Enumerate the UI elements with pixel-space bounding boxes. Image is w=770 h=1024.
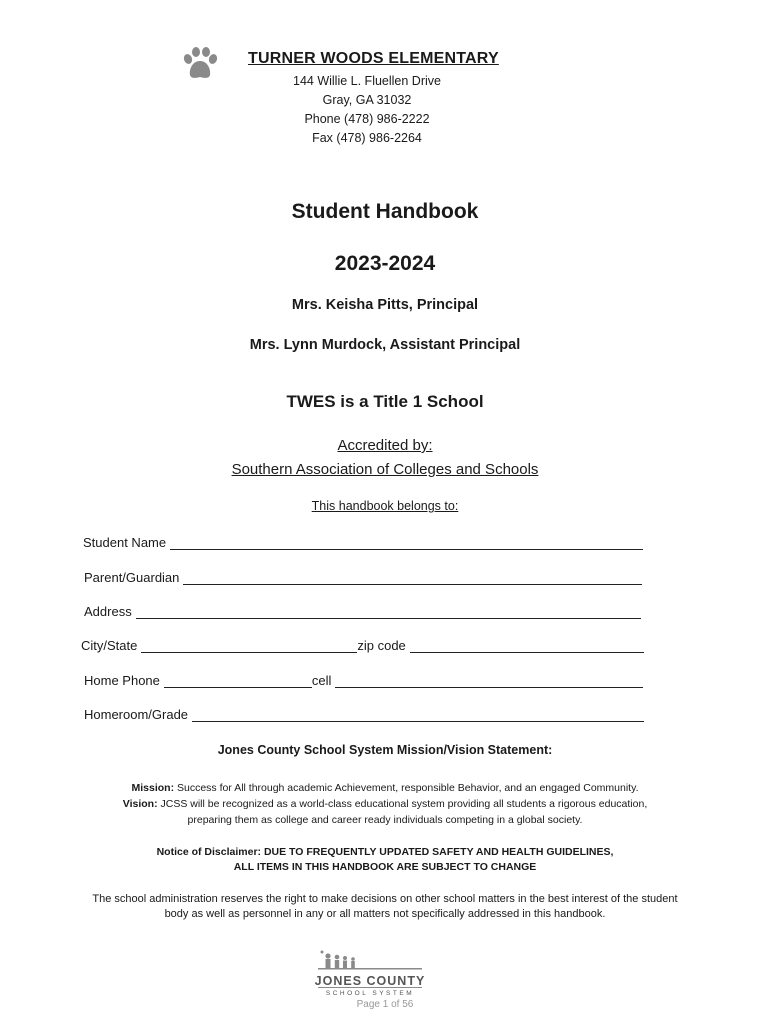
accrediting-organization: Southern Association of Colleges and Schools [231,461,539,478]
vision-statement [0,796,770,812]
student-name-label: Student Name [83,535,167,550]
home-phone-field[interactable] [164,675,312,688]
reservation-line-2: body as well as personnel in any or all matters not specifically addressed in this handbook. [164,908,606,920]
principal-name: Mrs. Keisha Pitts, Principal [291,297,479,313]
disclaimer-line-1: Notice of Disclaimer: DUE TO FREQUENTLY UPDATED SAFETY AND HEALTH GUIDELINES, [156,846,614,858]
parent-guardian-label: Parent/Guardian [84,570,180,585]
school-name: TURNER WOODS ELEMENTARY [248,50,499,67]
address-row [84,604,641,619]
vision-label: Vision: [122,798,158,810]
mission-statement [0,780,770,796]
homeroom-row [84,707,644,722]
disclaimer-line-2: ALL ITEMS IN THIS HANDBOOK ARE SUBJECT TO CHANGE [233,861,537,873]
parent-guardian-field[interactable] [183,572,642,585]
student-name-row [83,535,643,550]
phone-number: Phone (478) 986-2222 [304,112,430,126]
school-system-logo-text: SCHOOL SYSTEM [325,990,415,997]
homeroom-grade-field[interactable] [192,709,644,722]
home-phone-label: Home Phone [84,673,160,688]
parent-guardian-row [84,570,642,585]
assistant-principal-name: Mrs. Lynn Murdock, Assistant Principal [249,337,521,353]
vision-text: JCSS will be recognized as a world-class educational system providing all students a rigorous education, [160,798,648,810]
cell-field[interactable] [335,675,643,688]
fax-number: Fax (478) 986-2264 [312,131,422,145]
city-state-label: City/State [81,638,138,653]
mission-text: Success for All through academic Achievement, responsible Behavior, and an engaged Community. [177,782,639,794]
reservation-line-1: The school administration reserves the right to make decisions on other school matters in the best interest of the student [92,893,678,905]
jones-county-logo-text: JONES COUNTY [314,974,426,988]
cell-label: cell [311,673,332,688]
zip-code-field[interactable] [410,640,644,653]
paw-print-icon [180,46,220,82]
vision-text-continued: preparing them as college and career ready individuals competing in a global society. [187,814,583,826]
page-title: Student Handbook [291,200,479,223]
accredited-by-label: Accredited by: [337,437,433,454]
address-street: 144 Willie L. Fluellen Drive [293,74,441,88]
student-name-field[interactable] [170,537,643,550]
address-field[interactable] [136,606,641,619]
page-number: Page 1 of 56 [356,999,414,1010]
belongs-to-label: This handbook belongs to: [311,499,459,513]
homeroom-grade-label: Homeroom/Grade [84,707,189,722]
phone-row [84,673,643,688]
city-state-row [81,638,644,653]
address-city: Gray, GA 31032 [322,93,412,107]
mission-heading: Jones County School System Mission/Vision Statement: [217,743,553,757]
mission-label: Mission: [131,782,175,794]
zip-code-label: zip code [357,638,406,653]
address-label: Address [84,604,132,619]
city-state-field[interactable] [141,640,357,653]
title1-statement: TWES is a Title 1 School [286,392,484,411]
school-year: 2023-2024 [334,252,436,275]
